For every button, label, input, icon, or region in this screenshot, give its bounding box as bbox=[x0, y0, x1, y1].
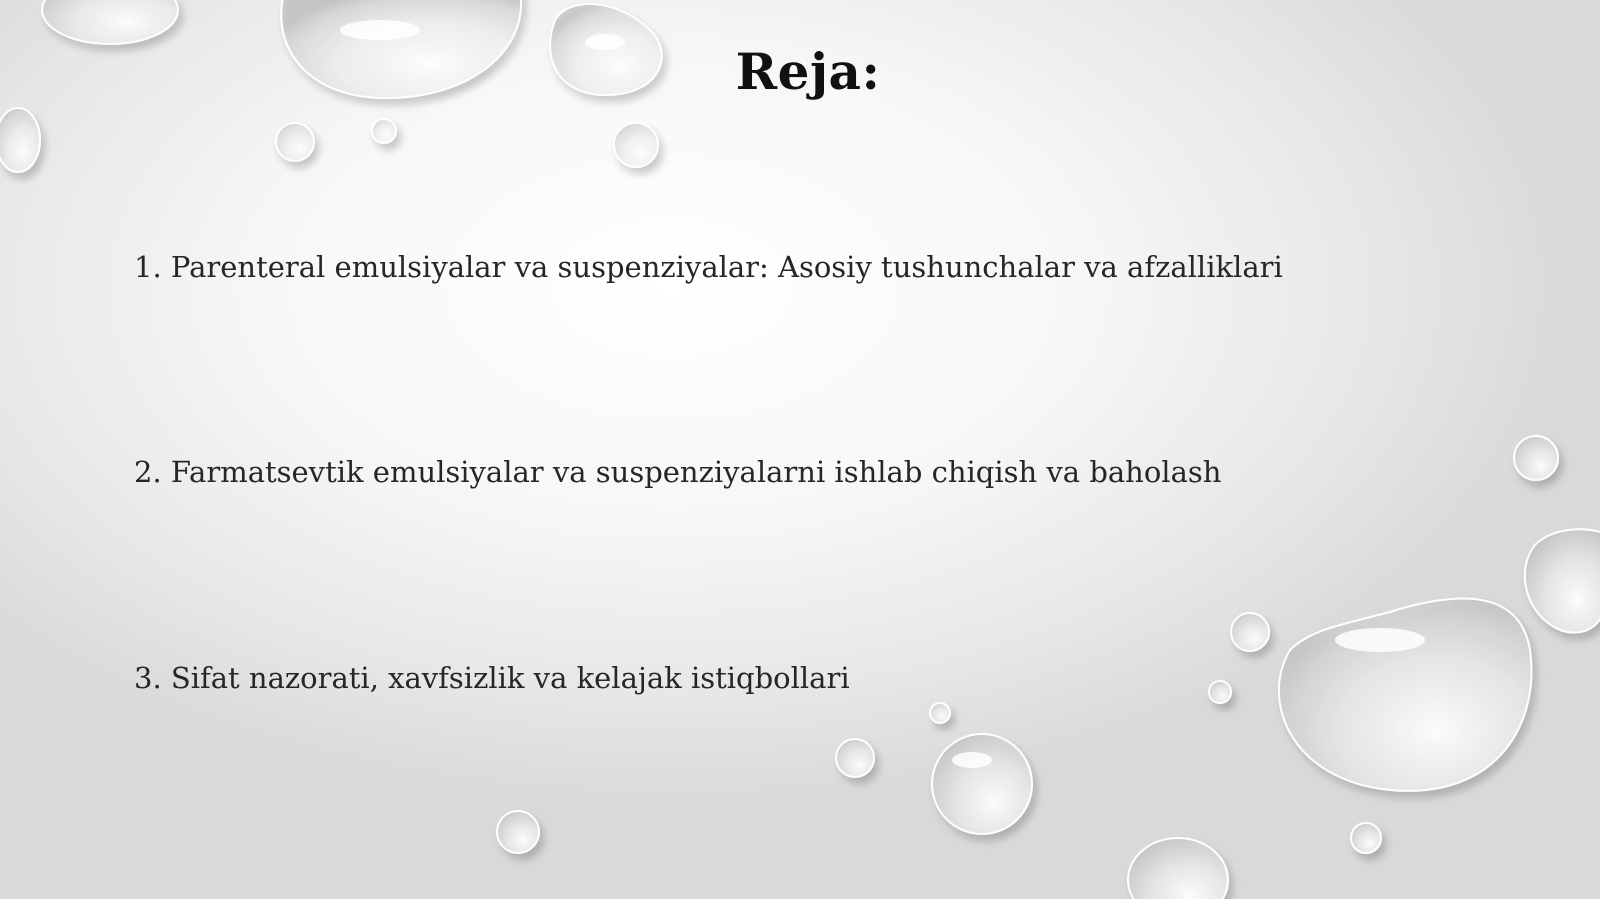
plan-item-1: 1. Parenteral emulsiyalar va suspenziyalar: Asosiy tushunchalar va afzalliklari bbox=[134, 250, 1283, 284]
plan-item-3: 3. Sifat nazorati, xavfsizlik va kelajak istiqbollari bbox=[134, 661, 850, 695]
slide-title-text: Reja: bbox=[735, 42, 881, 101]
slide-title bbox=[0, 42, 1600, 101]
plan-item-2: 2. Farmatsevtik emulsiyalar va suspenziyalarni ishlab chiqish va baholash bbox=[134, 455, 1222, 489]
